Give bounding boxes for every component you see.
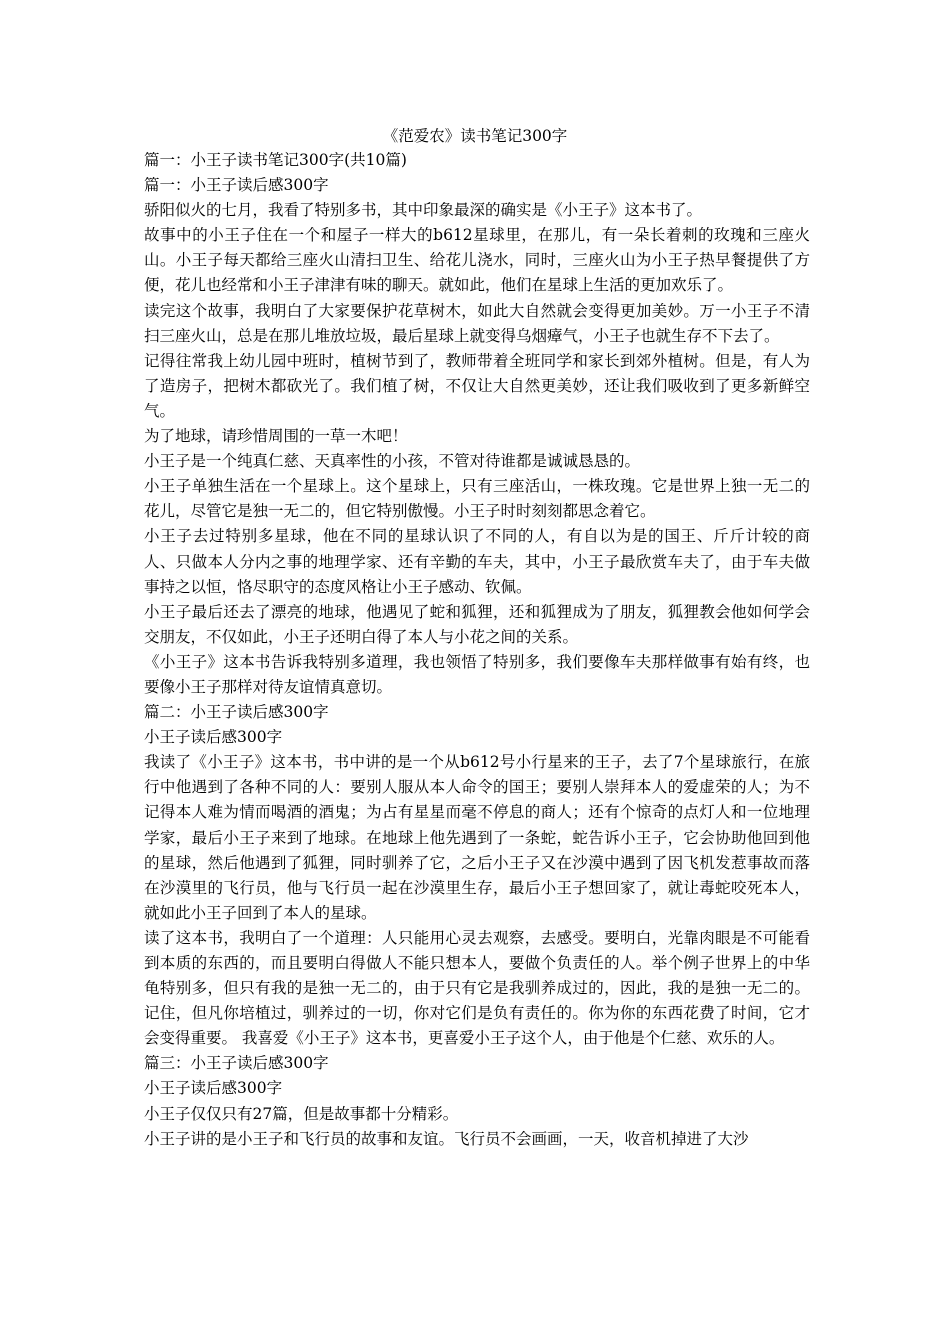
document-title: 《范爱农》读书笔记300字 <box>382 127 568 145</box>
paragraph: 小王子最后还去了漂亮的地球，他遇见了蛇和狐狸，还和狐狸成为了朋友，狐狸教会他如何学会交朋友，不仅如此，小王子还明白得了本人与小花之间的关系。 <box>144 602 810 646</box>
paragraph: 记得往常我上幼儿园中班时，植树节到了，教师带着全班同学和家长到郊外植树。但是，有人为了造房子，把树木都砍光了。我们植了树，不仅让大自然更美妙，还让我们吸收到了更多新鲜空气。 <box>144 351 810 420</box>
paragraph: 为了地球，请珍惜周围的一草一木吧！ <box>144 427 408 446</box>
paragraph: 我读了《小王子》这本书，书中讲的是一个从b612号小行星来的王子，去了7个星球旅行，在旅行中他遇到了各种不同的人：要别人服从本人命令的国王；要别人崇拜本人的爱虚荣的人；为不记得本人难为情而喝酒的酒鬼；为占有星星而毫不停息的商人；还有个惊奇的点灯人和一位地理学家，最后小王子来到了地球。在地球上他先遇到了一条蛇，蛇告诉小王子，它会协助他回到他的星球，然后他遇到了狐狸，同时驯养了它，之后小王子又在沙漠中遇到了因飞机发惹事故而落在沙漠里的飞行员，他与飞行员一起在沙漠里生存，最后小王子想回家了，就让毒蛇咬死本人，就如此小王子回到了本人的星球。 <box>144 753 810 922</box>
paragraph: 读了这本书，我明白了一个道理：人只能用心灵去观察，去感受。要明白，光靠肉眼是不可能看到本质的东西的，而且要明白得做人不能只想本人，要做个负责任的人。举个例子世界上的中华龟特别多，但只有我的是独一无二的，由于只有它是我驯养成过的，因此，我的是独一无二的。记住，但凡你培植过，驯养过的一切，你对它们是负有责任的。你为你的东西花费了时间，它才会变得重要。 我喜爱《小王子》这本书，更喜爱小王子这个人，由于他是个仁慈、欢乐的人。 <box>144 928 810 1048</box>
document-body <box>144 148 810 1152</box>
paragraph: 骄阳似火的七月，我看了特别多书，其中印象最深的确实是《小王子》这本书了。 <box>144 201 703 220</box>
paragraph: 读完这个故事，我明白了大家要保护花草树木，如此大自然就会变得更加美妙。万一小王子不清扫三座火山，总是在那儿堆放垃圾，最后星球上就变得乌烟瘴气，小王子也就生存不下去了。 <box>144 301 810 345</box>
paragraph: 小王子仅仅只有27篇，但是故事都十分精彩。 <box>144 1104 459 1123</box>
section-heading: 篇一：小王子读后感300字 <box>144 176 329 195</box>
paragraph: 小王子去过特别多星球，他在不同的星球认识了不同的人，有自以为是的国王、斤斤计较的商人、只做本人分内之事的地理学家、还有辛勤的车夫，其中，小王子最欣赏车夫了，由于车夫做事持之以恒，恪尽职守的态度风格让小王子感动、钦佩。 <box>144 527 810 596</box>
paragraph: 小王子单独生活在一个星球上。这个星球上，只有三座活山，一株玫瑰。它是世界上独一无二的花儿，尽管它是独一无二的，但它特别傲慢。小王子时时刻刻都思念着它。 <box>144 477 810 521</box>
paragraph: 故事中的小王子住在一个和屋子一样大的b612星球里，在那儿，有一朵长着刺的玫瑰和三座火山。小王子每天都给三座火山清扫卫生、给花儿浇水，同时，三座火山为小王子热早餐提供了方便，花儿也经常和小王子津津有味的聊天。就如此，他们在星球上生活的更加欢乐了。 <box>144 226 810 295</box>
section-heading: 小王子读后感300字 <box>144 1079 283 1098</box>
section-heading: 篇二：小王子读后感300字 <box>144 703 329 722</box>
paragraph: 《小王子》这本书告诉我特别多道理，我也领悟了特别多，我们要像车夫那样做事有始有终，也要像小王子那样对待友谊情真意切。 <box>144 652 810 696</box>
paragraph: 小王子是一个纯真仁慈、天真率性的小孩，不管对待谁都是诚诚恳恳的。 <box>144 452 641 471</box>
section-heading: 小王子读后感300字 <box>144 728 283 747</box>
section-heading: 篇一：小王子读书笔记300字(共10篇) <box>144 151 407 169</box>
paragraph: 小王子讲的是小王子和飞行员的故事和友谊。飞行员不会画画，一天，收音机掉进了大沙 <box>144 1129 749 1148</box>
section-heading: 篇三：小王子读后感300字 <box>144 1054 329 1073</box>
